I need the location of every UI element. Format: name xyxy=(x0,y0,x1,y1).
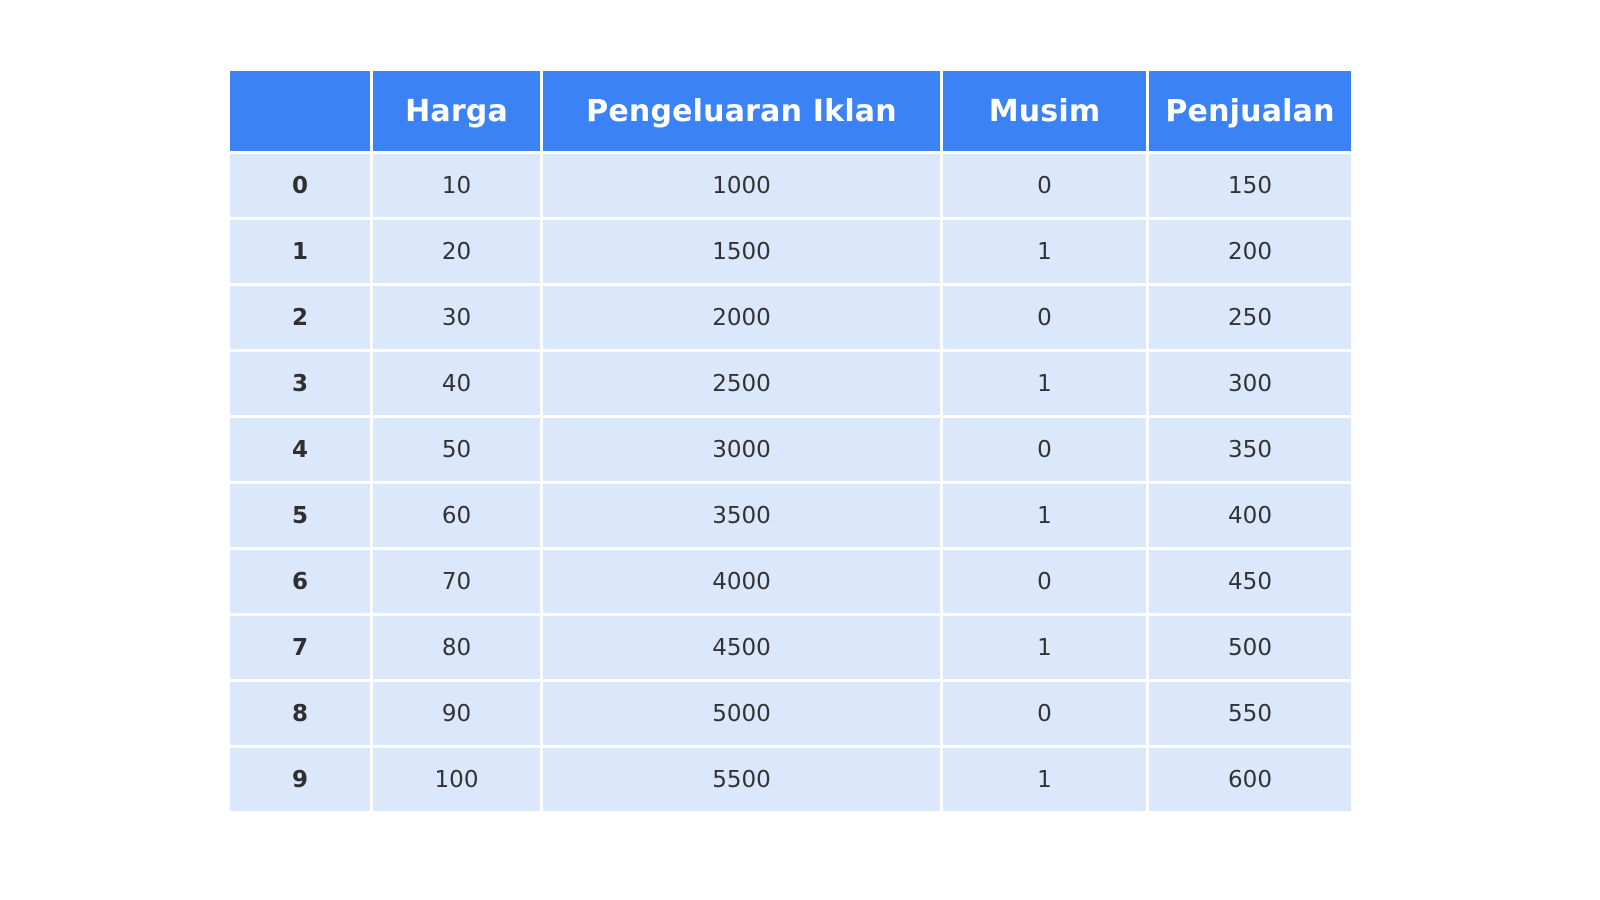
header-musim: Musim xyxy=(943,71,1146,151)
harga-cell: 30 xyxy=(373,286,540,349)
pengeluaran-iklan-cell: 5000 xyxy=(543,682,940,745)
header-index xyxy=(230,71,370,151)
pengeluaran-iklan-cell: 1500 xyxy=(543,220,940,283)
musim-cell: 0 xyxy=(943,286,1146,349)
index-cell: 4 xyxy=(230,418,370,481)
penjualan-cell: 150 xyxy=(1149,154,1351,217)
musim-cell: 1 xyxy=(943,352,1146,415)
index-cell: 2 xyxy=(230,286,370,349)
table-row xyxy=(230,682,1351,745)
index-cell: 5 xyxy=(230,484,370,547)
harga-cell: 70 xyxy=(373,550,540,613)
penjualan-cell: 550 xyxy=(1149,682,1351,745)
musim-cell: 1 xyxy=(943,484,1146,547)
pengeluaran-iklan-cell: 3000 xyxy=(543,418,940,481)
table-row xyxy=(230,286,1351,349)
penjualan-cell: 500 xyxy=(1149,616,1351,679)
harga-cell: 100 xyxy=(373,748,540,811)
penjualan-cell: 400 xyxy=(1149,484,1351,547)
harga-cell: 90 xyxy=(373,682,540,745)
index-cell: 0 xyxy=(230,154,370,217)
penjualan-cell: 200 xyxy=(1149,220,1351,283)
pengeluaran-iklan-cell: 2000 xyxy=(543,286,940,349)
pengeluaran-iklan-cell: 1000 xyxy=(543,154,940,217)
pengeluaran-iklan-cell: 4000 xyxy=(543,550,940,613)
table-row xyxy=(230,748,1351,811)
harga-cell: 60 xyxy=(373,484,540,547)
table-row xyxy=(230,352,1351,415)
pengeluaran-iklan-cell: 2500 xyxy=(543,352,940,415)
musim-cell: 0 xyxy=(943,682,1146,745)
musim-cell: 0 xyxy=(943,550,1146,613)
table-row xyxy=(230,484,1351,547)
index-cell: 6 xyxy=(230,550,370,613)
index-cell: 3 xyxy=(230,352,370,415)
index-cell: 9 xyxy=(230,748,370,811)
table-row xyxy=(230,220,1351,283)
table-row xyxy=(230,616,1351,679)
data-table xyxy=(227,68,1354,814)
table-body xyxy=(230,154,1351,811)
musim-cell: 0 xyxy=(943,418,1146,481)
musim-cell: 1 xyxy=(943,616,1146,679)
penjualan-cell: 300 xyxy=(1149,352,1351,415)
pengeluaran-iklan-cell: 5500 xyxy=(543,748,940,811)
penjualan-cell: 350 xyxy=(1149,418,1351,481)
table-row xyxy=(230,154,1351,217)
musim-cell: 0 xyxy=(943,154,1146,217)
musim-cell: 1 xyxy=(943,220,1146,283)
harga-cell: 40 xyxy=(373,352,540,415)
header-row xyxy=(230,71,1351,151)
header-pengeluaran-iklan: Pengeluaran Iklan xyxy=(543,71,940,151)
harga-cell: 80 xyxy=(373,616,540,679)
penjualan-cell: 450 xyxy=(1149,550,1351,613)
harga-cell: 20 xyxy=(373,220,540,283)
harga-cell: 10 xyxy=(373,154,540,217)
pengeluaran-iklan-cell: 3500 xyxy=(543,484,940,547)
header-penjualan: Penjualan xyxy=(1149,71,1351,151)
harga-cell: 50 xyxy=(373,418,540,481)
index-cell: 8 xyxy=(230,682,370,745)
index-cell: 7 xyxy=(230,616,370,679)
penjualan-cell: 250 xyxy=(1149,286,1351,349)
penjualan-cell: 600 xyxy=(1149,748,1351,811)
table-row xyxy=(230,418,1351,481)
header-harga: Harga xyxy=(373,71,540,151)
table-row xyxy=(230,550,1351,613)
musim-cell: 1 xyxy=(943,748,1146,811)
pengeluaran-iklan-cell: 4500 xyxy=(543,616,940,679)
index-cell: 1 xyxy=(230,220,370,283)
